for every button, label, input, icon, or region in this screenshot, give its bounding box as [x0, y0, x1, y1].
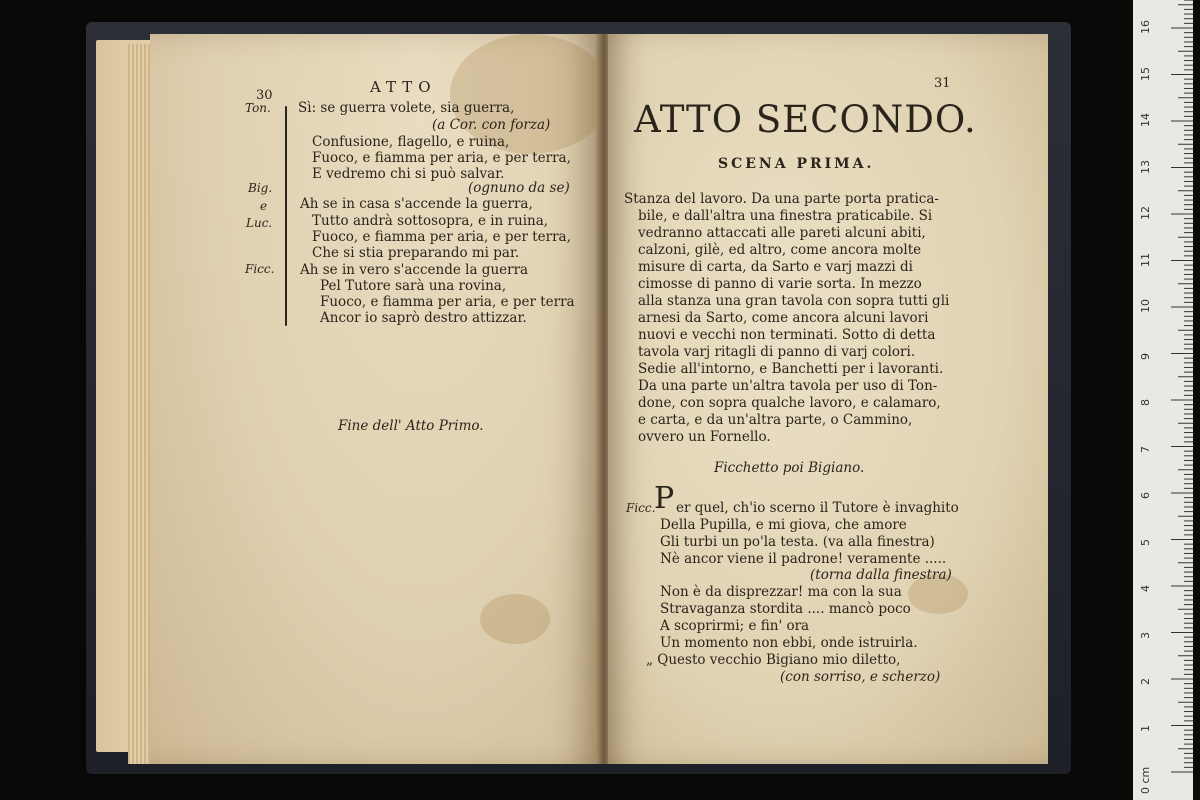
foxing-stain	[480, 594, 550, 644]
speaker-label: Ficc.	[626, 501, 656, 515]
stage-direction-line: bile, e dall'altra una finestra praticabile. Si	[638, 208, 933, 224]
ruler-label: 12	[1139, 206, 1152, 220]
stage-direction-line: done, con sopra qualche lavoro, e calamaro,	[638, 395, 941, 411]
verse-line: Stravaganza stordita .... mancò poco	[660, 601, 911, 617]
stage-direction: (torna dalla finestra)	[810, 567, 952, 583]
ruler-label: 3	[1139, 631, 1152, 639]
verse-line: Ah se in casa s'accende la guerra,	[300, 196, 533, 212]
ruler-label: 9	[1139, 352, 1152, 360]
verse-line: Confusione, flagello, e ruina,	[312, 134, 510, 150]
verse-line: Della Pupilla, e mi giova, che amore	[660, 517, 907, 533]
ruler-label: 2	[1139, 678, 1152, 685]
verse-line: Gli turbi un po'la testa. (va alla finestra)	[660, 534, 935, 550]
stage-direction-line: nuovi e vecchi non terminati. Sotto di detta	[638, 327, 936, 343]
scene-characters: Ficchetto poi Bigiano.	[714, 460, 865, 476]
verse-line: Fuoco, e fiamma per aria, e per terra,	[312, 229, 571, 245]
speaker-label: Ton.	[245, 101, 271, 115]
stage-direction-line: Stanza del lavoro. Da una parte porta pratica-	[624, 191, 939, 207]
verse-line: Ancor io saprò destro attizzar.	[320, 310, 527, 326]
ruler-label: 13	[1139, 159, 1152, 174]
stage-direction: (con sorriso, e scherzo)	[780, 669, 941, 685]
stage-direction-line: Sedie all'intorno, e Banchetti per i lavoranti.	[638, 361, 944, 377]
verse-line: er quel, ch'io scerno il Tutore è invaghito	[676, 500, 959, 516]
stage-direction-line: cimosse di panno di varie sorta. In mezzo	[638, 276, 922, 292]
verse-line: Fuoco, e fiamma per aria, e per terra,	[312, 150, 571, 166]
ruler-label: 8	[1139, 399, 1152, 406]
ruler-label: 15	[1139, 66, 1152, 81]
stage-direction-line: calzoni, gilè, ed altro, come ancora molte	[638, 242, 922, 258]
speaker-label: Luc.	[246, 216, 273, 230]
verse-line: Nè ancor viene il padrone! veramente .....	[660, 551, 947, 567]
verse-line: Tutto andrà sottosopra, e in ruina,	[312, 213, 549, 229]
ruler-label: 4	[1139, 585, 1152, 592]
measurement-ruler	[1133, 0, 1193, 800]
ruler-label: 14	[1139, 113, 1152, 127]
stage-direction-line: tavola varj ritagli di panno di varj colori.	[638, 344, 916, 360]
act-end-note: Fine dell' Atto Primo.	[338, 418, 484, 434]
stage-direction-line: arnesi da Sarto, come ancora alcuni lavori	[638, 310, 929, 326]
stage-direction-line: Da una parte un'altra tavola per uso di Ton-	[638, 378, 938, 394]
ruler-label: 1	[1139, 724, 1152, 732]
ruler-label: 10	[1139, 299, 1152, 313]
speaker-label: Big.	[248, 181, 273, 195]
stage-direction: (a Cor. con forza)	[432, 117, 551, 133]
running-header: ATTO	[370, 78, 437, 96]
drop-cap: P	[654, 481, 675, 516]
ruler-label: 0 cm	[1139, 766, 1152, 794]
verse-line: Sì: se guerra volete, sia guerra,	[298, 100, 515, 116]
ruler-label: 16	[1139, 20, 1152, 34]
speaker-label: e	[260, 199, 268, 213]
page-number: 30	[256, 88, 273, 103]
act-title: ATTO SECONDO.	[634, 98, 977, 141]
scene-heading: SCENA PRIMA.	[718, 156, 875, 172]
verse-line: E vedremo chi si può salvar.	[312, 166, 505, 182]
stage-direction-line: e carta, e da un'altra parte, o Cammino,	[638, 412, 913, 428]
verse-line: Ah se in vero s'accende la guerra	[300, 262, 529, 278]
verse-line: Fuoco, e fiamma per aria, e per terra	[320, 294, 575, 310]
stage-direction-line: misure di carta, da Sarto e varj mazzi di	[638, 259, 913, 275]
verse-line: Un momento non ebbi, onde istruirla.	[660, 635, 918, 651]
ruler-label: 11	[1139, 252, 1152, 267]
page-number: 31	[934, 76, 951, 91]
verse-line: Non è da disprezzar! ma con la sua	[660, 584, 902, 600]
verse-line: Pel Tutore sarà una rovina,	[320, 278, 507, 294]
right-page	[608, 34, 1048, 764]
ruler-label: 6	[1139, 492, 1152, 499]
ruler-label: 5	[1139, 538, 1152, 546]
stage-direction: (ognuno da se)	[468, 180, 570, 196]
verse-line: A scoprirmi; e fin' ora	[660, 618, 810, 634]
stage-direction-line: alla stanza una gran tavola con sopra tutti gli	[638, 293, 950, 309]
stage-direction-line: ovvero un Fornello.	[638, 429, 771, 445]
verse-line: „ Questo vecchio Bigiano mio diletto,	[646, 652, 901, 668]
ruler-label: 7	[1139, 445, 1152, 453]
verse-line: Che si stia preparando mi par.	[312, 245, 520, 261]
speaker-label: Ficc.	[245, 262, 275, 276]
stage-direction-line: vedranno attaccati alle pareti alcuni abiti,	[638, 225, 926, 241]
left-page	[150, 34, 600, 764]
speaker-bracket	[285, 106, 287, 326]
